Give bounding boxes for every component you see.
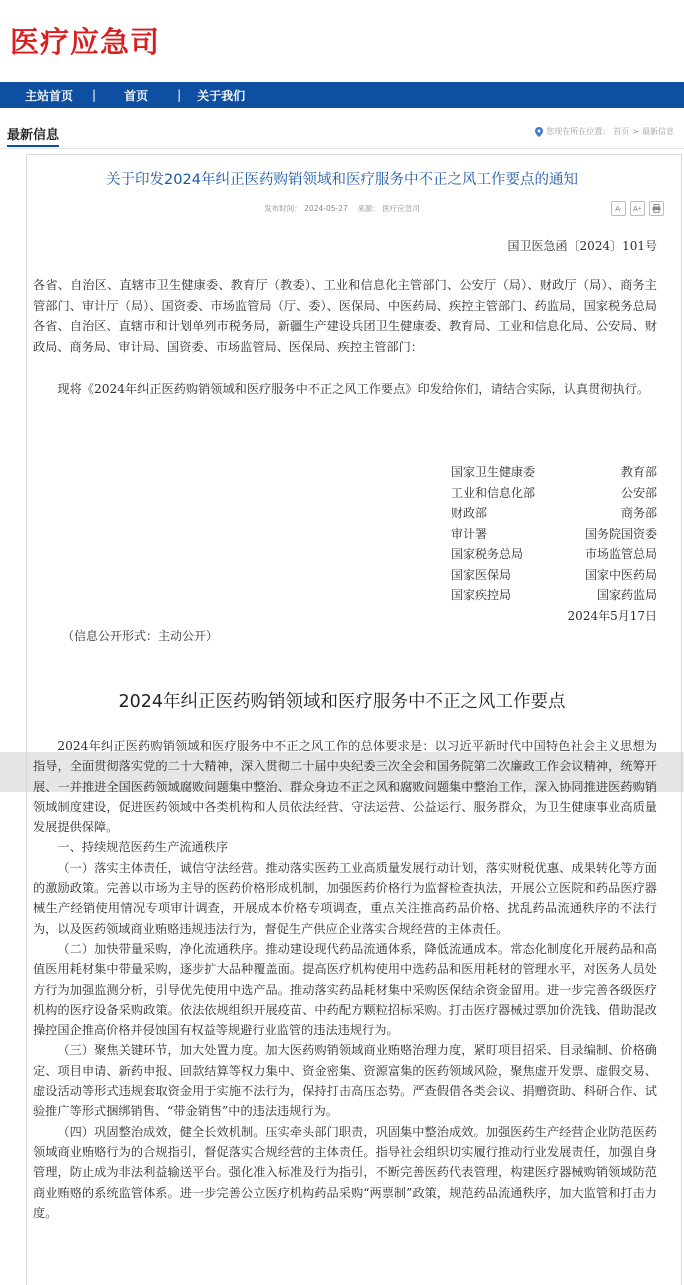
font-increase-icon[interactable]: A + — [630, 201, 645, 216]
signatory: 商务部 — [620, 506, 657, 520]
nav-separator: | — [177, 88, 182, 102]
nav-item-portal-home[interactable]: 主站首页 — [25, 88, 74, 103]
signatory: 财政部 — [451, 506, 488, 520]
signatory: 国家医保局 — [451, 568, 512, 582]
main-nav — [0, 82, 684, 108]
article-meta — [0, 203, 684, 214]
article-body — [33, 736, 657, 1223]
signatory: 国家药监局 — [596, 588, 657, 602]
publish-date: 2024-05-27 — [304, 204, 348, 213]
body-paragraph: （二）加快带量采购，净化流通秩序。推动建设现代药品流通体系，降低流通成本。常态化制度化开展药品和高值医用耗材集中带量采购，逐步扩大品种覆盖面。提高医疗机构使用中选药品和医用耗材的管理水平，对医务人员处方行为加强监测分析，引导优先使用中选产品。推动落实药品耗材集中采购医保结余资金留用。进一步完善各级医疗机构的医疗设备采购政策。依法依规组织开展疫苗、中药配方颗粒招标采购。打击医疗器械过票加价洗钱、借助混改操控国企推高价格并侵蚀国有权益等规避行业监管的违法违规行为。 — [33, 941, 657, 1038]
attachment-title: 2024年纠正医药购销领域和医疗服务中不正之风工作要点 — [118, 692, 566, 712]
body-paragraph: （三）聚焦关键环节，加大处置力度。加大医药购销领域商业贿赂治理力度，紧盯项目招采、目录编制、价格确定、项目申请、新药申报、回款结算等权力集中、资金密集、资源富集的医药领域风险，聚焦虚开发票、虚假交易、虚设活动等形式违规套取资金用于实施不法行为，保持打击高压态势。严查假借各类会议、捐赠资助、科研合作、试验推广等形式捆绑销售、“带金销售”中的违法违规行为。 — [33, 1043, 657, 1119]
nav-separator: | — [92, 88, 97, 102]
font-decrease-icon[interactable]: A - — [611, 201, 626, 216]
source-value: 医疗应急司 — [382, 204, 420, 213]
source-label: 来源： — [357, 204, 380, 213]
signatory: 国家疾控局 — [451, 588, 512, 602]
body-paragraph: （一）落实主体责任，诚信守法经营。推动落实医药工业高质量发展行动计划，落实财税优惠、成果转化等方面的激励政策。完善以市场为主导的医药价格形成机制，加强医药价格行为监督检查执法，开展公立医院和药品医疗器械生产经销使用情况专项审计调查，开展成本价格专项调查，重点关注推高药品价格、扰乱药品流通秩序的不法行为，以及医药领域商业贿赂违规违法行为，督促生产供应企业落实合规经营的主体责任。 — [33, 860, 657, 936]
breadcrumb-home[interactable]: 首页 — [613, 127, 630, 136]
document-number: 国卫医急函〔2024〕101号 — [507, 239, 657, 253]
section-bar — [0, 118, 684, 149]
nav-item-about[interactable]: 关于我们 — [197, 88, 246, 103]
disclosure-note: （信息公开形式：主动公开） — [62, 629, 219, 643]
nav-item-home[interactable]: 首页 — [124, 88, 149, 103]
signatory: 国家税务总局 — [451, 547, 524, 561]
site-header — [0, 0, 684, 80]
section-title: 最新信息 — [7, 124, 59, 147]
section-heading: 一、持续规范医药生产流通秩序 — [57, 840, 229, 855]
signatory: 工业和信息化部 — [451, 486, 536, 500]
signatory: 公安部 — [620, 486, 657, 500]
document-date: 2024年5月17日 — [567, 609, 657, 623]
publish-label: 发布时间： — [264, 204, 302, 213]
print-icon[interactable] — [649, 201, 664, 216]
signatory: 国家卫生健康委 — [451, 465, 536, 479]
signatory: 市场监管总局 — [584, 547, 657, 561]
signatory: 审计署 — [451, 527, 488, 541]
addressee-paragraph: 各省、自治区、直辖市卫生健康委、教育厅（教委）、工业和信息化主管部门、公安厅（局）、财政厅（局）、商务主管部门、审计厅（局）、国资委、市场监管局（厅、委）、医保局、中医药局、疾控主管部门、药监局，国家税务总局各省、自治区、直辖市和计划单列市税务局，新疆生产建设兵团卫生健康委、教育局、工业和信息化局、公安局、财政局、商务局、审计局、国资委、市场监管局、医保局、疾控主管部门： — [33, 278, 657, 354]
intro-paragraph: 现将《2024年纠正医药购销领域和医疗服务中不正之风工作要点》印发给你们，请结合实际，认真贯彻执行。 — [57, 382, 650, 396]
article-tools — [611, 201, 664, 216]
article-title: 关于印发2024年纠正医药购销领域和医疗服务中不正之风工作要点的通知 — [106, 172, 578, 188]
signatory: 国务院国资委 — [584, 527, 657, 541]
signatory: 教育部 — [620, 465, 657, 479]
breadcrumb-current[interactable]: 最新信息 — [642, 127, 674, 136]
location-pin-icon — [535, 127, 543, 137]
breadcrumb-prefix: 您现在所在位置： — [546, 127, 611, 136]
body-paragraph: （四）巩固整治成效，健全长效机制。压实牵头部门职责，巩固集中整治成效。加强医药生产经营企业防范医药领域商业贿赂行为的合规指引，督促落实合规经营的主体责任。指导社会组织切实履行推动行业发展责任，加强自身管理，防止成为非法利益输送平台。强化准入标准及行为指引，不断完善医药代表管理，构建医疗器械购销领域防范商业贿赂的系统监管体系。进一步完善公立医疗机构药品采购“两票制”政策，规范药品流通秩序，加大监管和打击力度。 — [33, 1124, 657, 1220]
site-logo[interactable]: 医疗应急司 — [10, 25, 161, 59]
breadcrumb — [535, 126, 674, 137]
breadcrumb-separator: > — [632, 127, 639, 136]
body-paragraph: 2024年纠正医药购销领域和医疗服务中不正之风工作的总体要求是：以习近平新时代中国特色社会主义思想为指导，全面贯彻落实党的二十大精神，深入贯彻二十届中央纪委三次全会和国务院第二次廉政工作会议精神，统筹开展、一并推进全国医药领域腐败问题集中整治、群众身边不正之风和腐败问题集中整治工作，深入协同推进医药购销领域制度建设，促进医药领域中各类机构和人员依法经营、守法运营、公益运行、服务群众，为卫生健康事业高质量发展提供保障。 — [33, 739, 657, 835]
signatory: 国家中医药局 — [584, 568, 657, 582]
